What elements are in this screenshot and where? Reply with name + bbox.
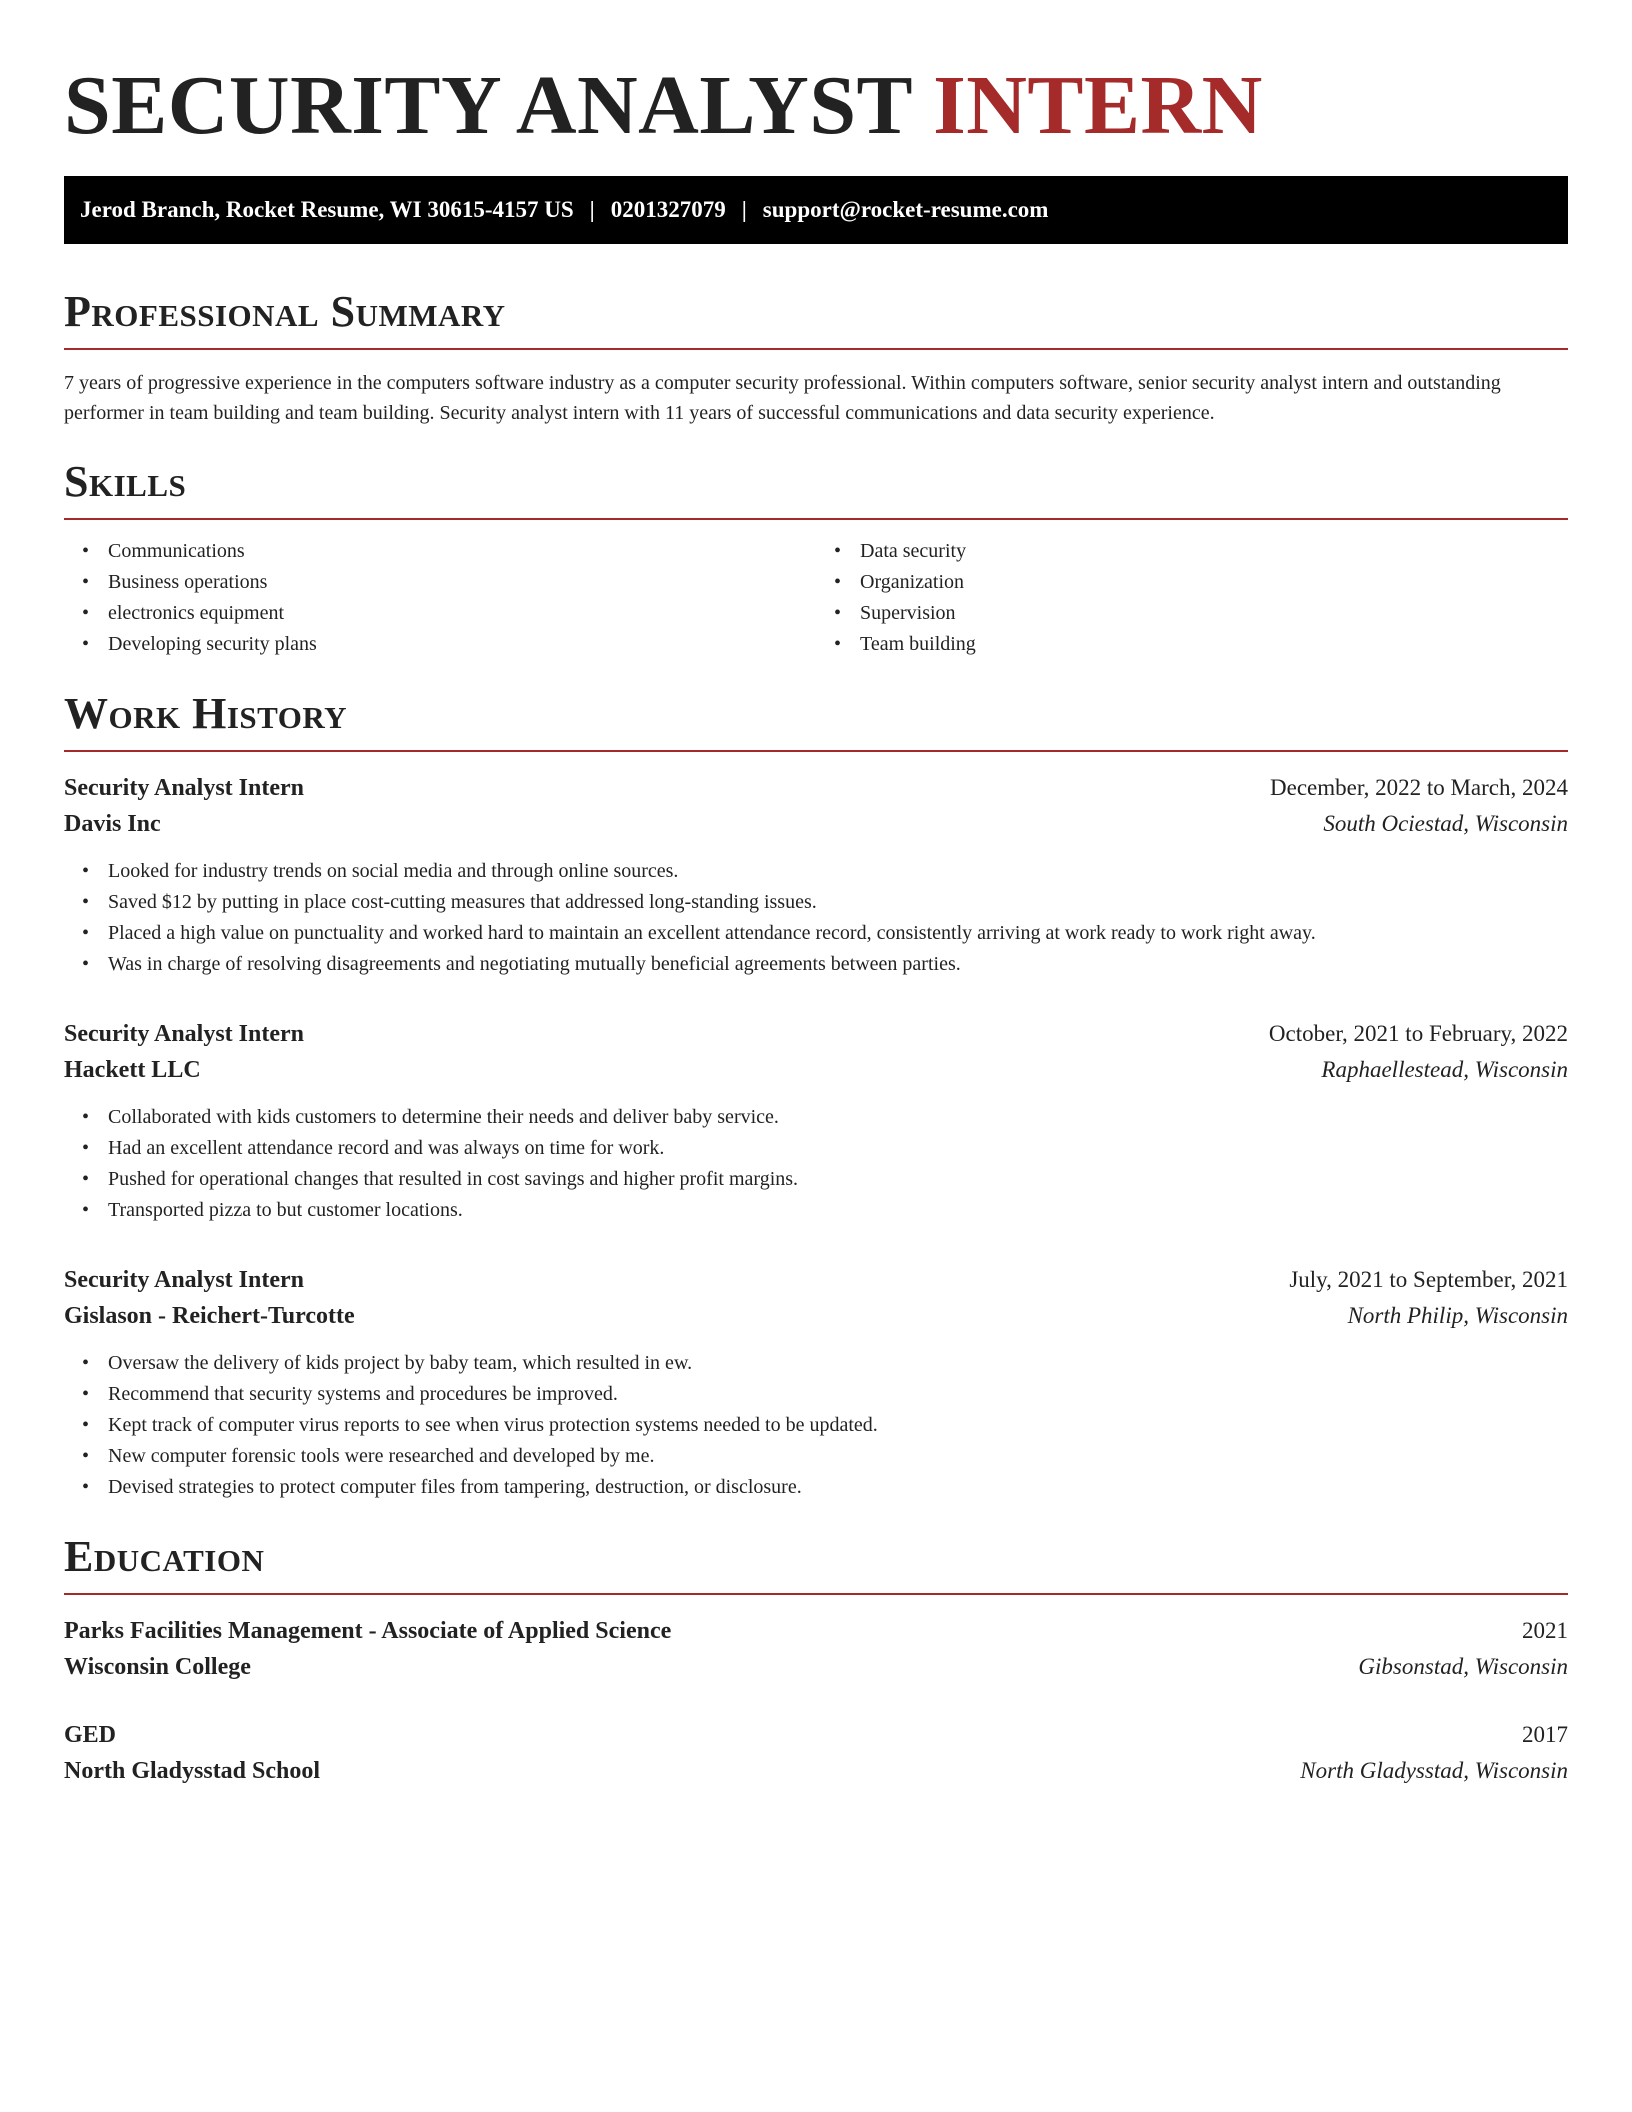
summary-text: 7 years of progressive experience in the computers software industry as a computer security professional. Within computers software, senior security analyst intern and outstanding performer in team building and team building. Security analyst intern with 11 years of successful communications and data security experience. bbox=[64, 372, 1501, 424]
job-bullet: • Devised strategies to protect computer files from tampering, destruction, or disclosure. bbox=[108, 1472, 1568, 1503]
contact-separator: | bbox=[741, 197, 747, 222]
job-entry bbox=[64, 1016, 1568, 1226]
education-year: 2017 bbox=[1522, 1722, 1568, 1747]
job-company: Davis Inc bbox=[64, 811, 161, 837]
job-bullet: • Had an excellent attendance record and was always on time for work. bbox=[108, 1133, 1568, 1164]
job-company-row bbox=[64, 1298, 1568, 1334]
title-main: SECURITY ANALYST bbox=[64, 59, 912, 152]
education-entry bbox=[64, 1717, 1568, 1789]
education-degree: Parks Facilities Management - Associate of Applied Science bbox=[64, 1618, 672, 1644]
skill-item: • Business operations bbox=[108, 567, 816, 598]
job-bullets bbox=[64, 856, 1568, 980]
job-bullet: • Saved $12 by putting in place cost-cutting measures that addressed long-standing issues. bbox=[108, 887, 1568, 918]
skill-item: • Supervision bbox=[860, 598, 1568, 629]
skill-item: • electronics equipment bbox=[108, 598, 816, 629]
education-location: North Gladysstad, Wisconsin bbox=[1300, 1758, 1568, 1783]
job-bullet: • Kept track of computer virus reports to see when virus protection systems needed to be updated. bbox=[108, 1410, 1568, 1441]
contact-phone: 0201327079 bbox=[610, 197, 726, 222]
job-bullet: • New computer forensic tools were researched and developed by me. bbox=[108, 1441, 1568, 1472]
job-header-row bbox=[64, 770, 1568, 806]
job-bullet: • Transported pizza to but customer locations. bbox=[108, 1195, 1568, 1226]
job-dates: October, 2021 to February, 2022 bbox=[1268, 1021, 1568, 1046]
job-location: Raphaellestead, Wisconsin bbox=[1321, 1057, 1568, 1082]
job-bullet: • Recommend that security systems and procedures be improved. bbox=[108, 1379, 1568, 1410]
job-bullet: • Was in charge of resolving disagreements and negotiating mutually beneficial agreements between parties. bbox=[108, 949, 1568, 980]
education-heading: Education bbox=[64, 1531, 1568, 1595]
skill-item: • Team building bbox=[860, 629, 1568, 660]
skill-item: • Developing security plans bbox=[108, 629, 816, 660]
resume-title bbox=[64, 0, 1568, 156]
skill-item: • Communications bbox=[108, 536, 816, 567]
job-company: Hackett LLC bbox=[64, 1057, 201, 1083]
work-history-heading: Work History bbox=[64, 688, 1568, 752]
job-bullet: • Placed a high value on punctuality and worked hard to maintain an excellent attendance record, consistently arriving at work ready to work right away. bbox=[108, 918, 1568, 949]
skill-item: • Data security bbox=[860, 536, 1568, 567]
education-school-row bbox=[64, 1649, 1568, 1685]
education-school: North Gladysstad School bbox=[64, 1758, 321, 1784]
job-company-row bbox=[64, 1052, 1568, 1088]
job-bullets bbox=[64, 1348, 1568, 1503]
job-location: South Ociestad, Wisconsin bbox=[1323, 811, 1568, 836]
education-school-row bbox=[64, 1753, 1568, 1789]
job-title: Security Analyst Intern bbox=[64, 1021, 304, 1047]
job-title: Security Analyst Intern bbox=[64, 775, 304, 801]
skills-column-right bbox=[816, 536, 1568, 660]
education-degree: GED bbox=[64, 1722, 117, 1748]
education-degree-row bbox=[64, 1717, 1568, 1753]
job-bullet: • Looked for industry trends on social media and through online sources. bbox=[108, 856, 1568, 887]
summary-heading: Professional Summary bbox=[64, 286, 1568, 350]
job-entry bbox=[64, 1262, 1568, 1503]
job-dates: December, 2022 to March, 2024 bbox=[1270, 775, 1568, 800]
job-bullet: • Oversaw the delivery of kids project by baby team, which resulted in ew. bbox=[108, 1348, 1568, 1379]
contact-bar bbox=[64, 176, 1568, 244]
skills-grid bbox=[64, 536, 1568, 660]
skills-column-left bbox=[64, 536, 816, 660]
contact-separator: | bbox=[589, 197, 595, 222]
skills-heading: Skills bbox=[64, 456, 1568, 520]
job-bullet: • Collaborated with kids customers to determine their needs and deliver baby service. bbox=[108, 1102, 1568, 1133]
skill-item: • Organization bbox=[860, 567, 1568, 598]
job-bullet: • Pushed for operational changes that resulted in cost savings and higher profit margins. bbox=[108, 1164, 1568, 1195]
education-school: Wisconsin College bbox=[64, 1654, 251, 1680]
job-header-row bbox=[64, 1016, 1568, 1052]
job-company: Gislason - Reichert-Turcotte bbox=[64, 1303, 355, 1329]
job-company-row bbox=[64, 806, 1568, 842]
contact-address: Jerod Branch, Rocket Resume, WI 30615-4157 US bbox=[80, 197, 574, 222]
job-dates: July, 2021 to September, 2021 bbox=[1289, 1267, 1568, 1292]
education-year: 2021 bbox=[1522, 1618, 1568, 1643]
job-header-row bbox=[64, 1262, 1568, 1298]
education-location: Gibsonstad, Wisconsin bbox=[1358, 1654, 1568, 1679]
job-bullets bbox=[64, 1102, 1568, 1226]
education-degree-row bbox=[64, 1613, 1568, 1649]
contact-email: support@rocket-resume.com bbox=[762, 197, 1049, 222]
education-entry bbox=[64, 1613, 1568, 1685]
job-location: North Philip, Wisconsin bbox=[1347, 1303, 1568, 1328]
job-entry bbox=[64, 770, 1568, 980]
title-accent: INTERN bbox=[933, 59, 1263, 152]
job-title: Security Analyst Intern bbox=[64, 1267, 304, 1293]
